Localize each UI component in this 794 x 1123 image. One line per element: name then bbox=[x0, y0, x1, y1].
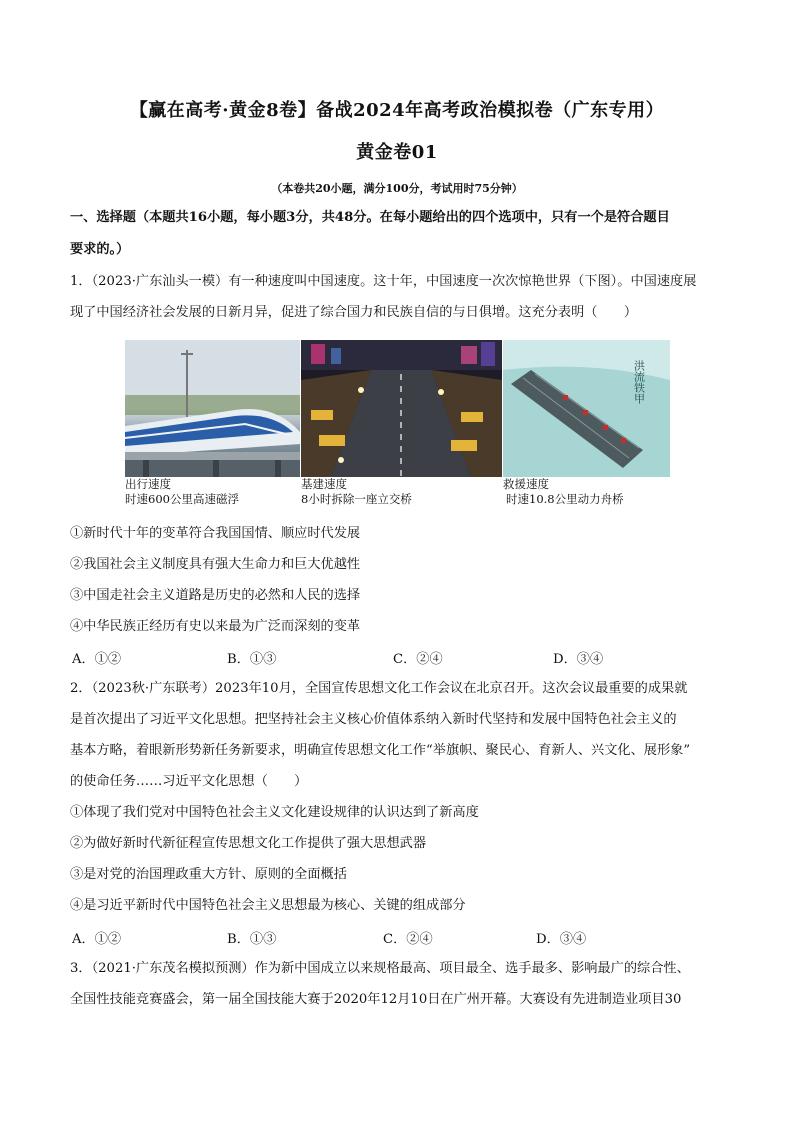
q1-statement-3: ③中国走社会主义道路是历史的必然和人民的选择 bbox=[70, 588, 361, 603]
q1-option-d[interactable]: D．③④ bbox=[553, 652, 604, 667]
q1-option-a[interactable]: A．①② bbox=[72, 652, 122, 667]
q2-options bbox=[70, 928, 730, 948]
section-heading-line1: 一、选择题（本题共16小题，每小题3分，共48分。在每小题给出的四个选项中，只有一个是符合题目 bbox=[70, 210, 670, 225]
q1-option-b[interactable]: B．①③ bbox=[227, 652, 277, 667]
caption-1-title: 出行速度 bbox=[125, 477, 171, 491]
q2-stem-line3: 基本方略，着眼新形势新任务新要求，明确宣传思想文化工作“举旗帜、聚民心、育新人、兴文化、展形象” bbox=[70, 743, 691, 758]
q2-stem-line4: 的使命任务……习近平文化思想（ ） bbox=[70, 774, 308, 789]
q2-option-b[interactable]: B．①③ bbox=[227, 932, 277, 947]
caption-1-detail: 时速600公里高速磁浮 bbox=[125, 492, 239, 506]
exam-note: （本卷共20小题，满分100分，考试用时75分钟） bbox=[271, 182, 523, 195]
q1-statement-4: ④中华民族正经历有史以来最为广泛而深刻的变革 bbox=[70, 619, 361, 634]
caption-2-title: 基建速度 bbox=[301, 477, 347, 491]
photo-overlay-text: 洪流铁甲 bbox=[632, 360, 646, 404]
q1-options bbox=[70, 648, 730, 668]
q3-stem-line1: 3．（2021·广东茂名模拟预测）作为新中国成立以来规格最高、项目最全、选手最多、影响最广的综合性、 bbox=[70, 961, 690, 976]
q2-statement-2: ②为做好新时代新征程宣传思想文化工作提供了强大思想武器 bbox=[70, 836, 427, 851]
pontoon-bridge-photo bbox=[503, 340, 670, 477]
q2-stem-line1: 2．（2023秋·广东联考）2023年10月，全国宣传思想文化工作会议在北京召开。这次会议最重要的成果就 bbox=[70, 681, 688, 696]
maglev-train-photo bbox=[125, 340, 300, 477]
bridge-demolition-photo bbox=[301, 340, 502, 477]
q3-stem-line2: 全国性技能竞赛盛会，第一届全国技能大赛于2020年12月10日在广州开幕。大赛设有先进制造业项目30 bbox=[70, 992, 682, 1007]
q2-stem-line2: 是首次提出了习近平文化思想。把坚持社会主义核心价值体系纳入新时代坚持和发展中国特色社会主义的 bbox=[70, 712, 677, 727]
q2-option-a[interactable]: A．①② bbox=[72, 932, 122, 947]
caption-2-detail: 8小时拆除一座立交桥 bbox=[301, 492, 412, 506]
q1-statement-2: ②我国社会主义制度具有强大生命力和巨大优越性 bbox=[70, 557, 361, 572]
caption-3-detail: 时速10.8公里动力舟桥 bbox=[506, 492, 624, 506]
q1-statement-1: ①新时代十年的变革符合我国国情、顺应时代发展 bbox=[70, 526, 361, 541]
exam-subtitle: 黄金卷01 bbox=[356, 142, 438, 163]
q1-stem-line2: 现了中国经济社会发展的日新月异，促进了综合国力和民族自信的与日俱增。这充分表明（ ） bbox=[70, 305, 638, 320]
q2-option-c[interactable]: C．②④ bbox=[383, 932, 433, 947]
q2-statement-4: ④是习近平新时代中国特色社会主义思想最为核心、关键的组成部分 bbox=[70, 898, 466, 913]
section-heading-line2: 要求的。） bbox=[70, 242, 130, 257]
q1-option-c[interactable]: C．②④ bbox=[393, 652, 443, 667]
q2-statement-1: ①体现了我们党对中国特色社会主义文化建设规律的认识达到了新高度 bbox=[70, 805, 479, 820]
exam-title: 【赢在高考·黄金8卷】备战2024年高考政治模拟卷（广东专用） bbox=[129, 100, 665, 121]
caption-3-title: 救援速度 bbox=[503, 477, 549, 491]
q2-option-d[interactable]: D．③④ bbox=[536, 932, 587, 947]
q2-statement-3: ③是对党的治国理政重大方针、原则的全面概括 bbox=[70, 867, 347, 882]
q1-stem-line1: 1．（2023·广东汕头一模）有一种速度叫中国速度。这十年，中国速度一次次惊艳世界（下图）。中国速度展 bbox=[70, 274, 697, 289]
q1-figure bbox=[125, 340, 670, 510]
